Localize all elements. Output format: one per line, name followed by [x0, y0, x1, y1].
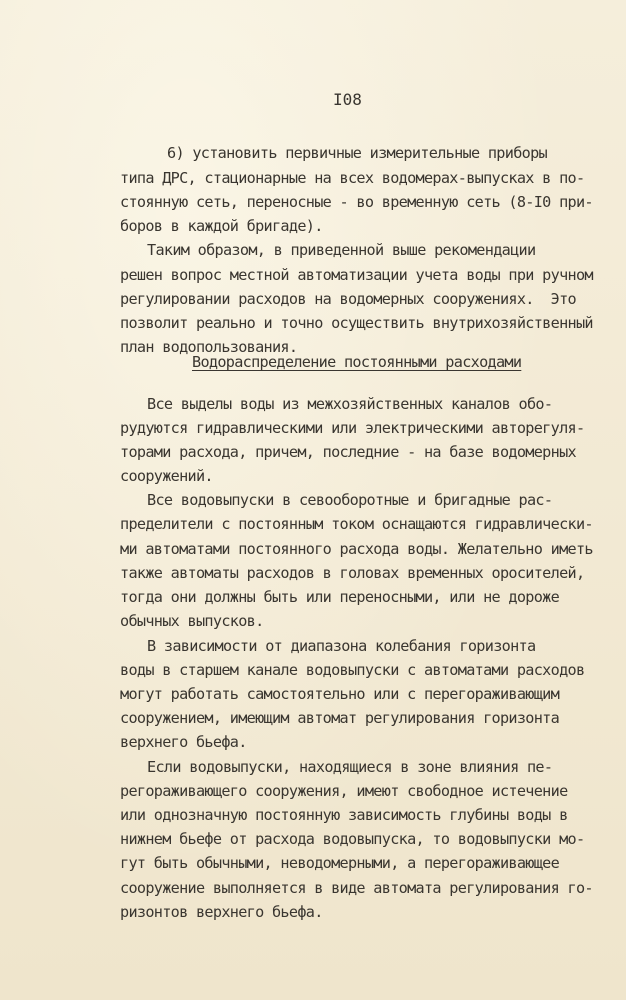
- text-line: стоянную сеть, переносные - во временную сеть (8-I0 при-: [120, 193, 593, 211]
- text-line: нижнем бьефе от расхода водовыпуска, то водовыпуски мо-: [120, 830, 585, 848]
- text-line: сооружений.: [120, 467, 213, 485]
- text-line: ризонтов верхнего бьефа.: [120, 903, 323, 921]
- text-line: Таким образом, в приведенной выше рекомендации: [147, 241, 536, 259]
- text-line: боров в каждой бригаде).: [120, 217, 323, 235]
- page-number: I08: [333, 90, 362, 109]
- text-line: воды в старшем канале водовыпуски с автоматами расходов: [120, 661, 585, 679]
- text-line: Если водовыпуски, находящиеся в зоне влияния пе-: [147, 758, 553, 776]
- text-line: В зависимости от диапазона колебания горизонта: [147, 637, 536, 655]
- text-line: 6) установить первичные измерительные приборы: [167, 144, 547, 162]
- text-line: план водопользования.: [120, 338, 298, 356]
- text-line: также автоматы расходов в головах временных оросителей,: [120, 564, 585, 582]
- text-line: гут быть обычными, неводомерными, а перегораживающее: [120, 854, 560, 872]
- text-line: пределители с постоянным током оснащаются гидравлически-: [120, 515, 593, 533]
- text-line: типа ДРС, стационарные на всех водомерах-выпусках в по-: [120, 169, 585, 187]
- text-line: сооружением, имеющим автомат регулирования горизонта: [120, 709, 560, 727]
- text-line: могут работать самостоятельно или с перегораживающим: [120, 685, 560, 703]
- text-line: Все водовыпуски в севооборотные и бригадные рас-: [147, 491, 553, 509]
- text-line: сооружение выполняется в виде автомата регулирования го-: [120, 879, 593, 897]
- text-line: торами расхода, причем, последние - на базе водомерных: [120, 443, 576, 461]
- text-line: регораживающего сооружения, имеют свободное истечение: [120, 782, 568, 800]
- text-line: регулировании расходов на водомерных сооружениях. Это: [120, 290, 576, 308]
- text-line: тогда они должны быть или переносными, или не дороже: [120, 588, 560, 606]
- text-line: позволит реально и точно осуществить внутрихозяйственный: [120, 314, 593, 332]
- text-line: рудуются гидравлическими или электрическими авторегуля-: [120, 419, 585, 437]
- text-line: верхнего бьефа.: [120, 733, 247, 751]
- section-heading: Водораспределение постоянными расходами: [192, 353, 522, 371]
- text-line: Все выделы воды из межхозяйственных каналов обо-: [147, 395, 553, 413]
- text-line: ми автоматами постоянного расхода воды. Желательно иметь: [120, 540, 593, 558]
- text-line: обычных выпусков.: [120, 612, 264, 630]
- text-line: или однозначную постоянную зависимость глубины воды в: [120, 806, 568, 824]
- text-line: решен вопрос местной автоматизации учета воды при ручном: [120, 266, 593, 284]
